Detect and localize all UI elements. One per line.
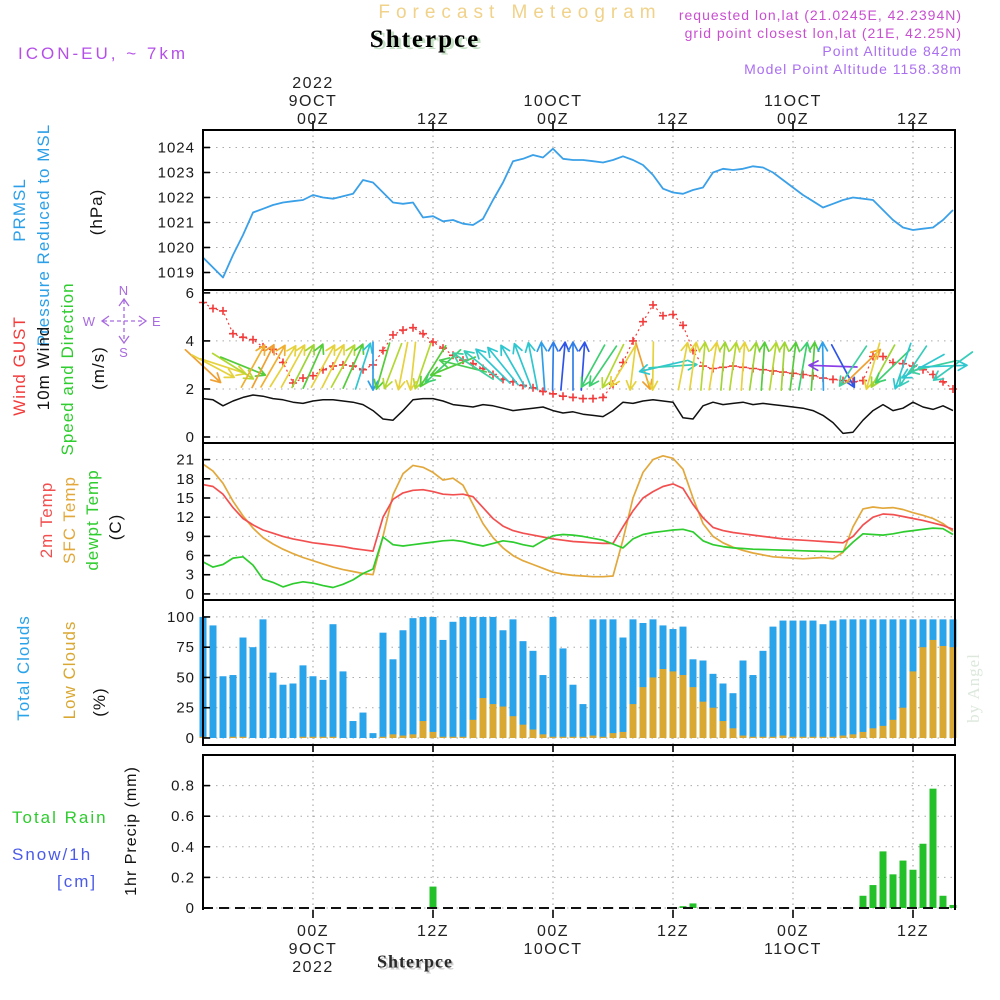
- low-cloud-bar: [650, 677, 657, 738]
- low-cloud-bar: [840, 736, 847, 738]
- low-cloud-bar: [730, 728, 737, 738]
- total-cloud-bar: [330, 624, 337, 738]
- low-cloud-bar: [380, 737, 387, 738]
- total-cloud-bar: [390, 659, 397, 738]
- precip-frame: [203, 755, 955, 910]
- wind-direction-arrow: [568, 342, 577, 390]
- total-cloud-bar: [520, 641, 527, 738]
- y-tick-label: 50: [176, 669, 195, 687]
- ylabel-temp-2: dewpt Temp: [83, 469, 102, 571]
- total-cloud-bar: [780, 621, 787, 738]
- ylabel-clouds-0: Total Clouds: [14, 615, 33, 721]
- low-cloud-bar: [590, 736, 597, 738]
- y-tick-label: 1024: [157, 139, 195, 157]
- time-label-top: 11OCT: [764, 93, 822, 110]
- compass-n: N: [118, 283, 130, 298]
- low-cloud-bar: [940, 646, 947, 738]
- low-cloud-bar: [750, 737, 757, 738]
- total-cloud-bar: [580, 704, 587, 738]
- total-cloud-bar: [370, 733, 377, 738]
- total-cloud-bar: [830, 621, 837, 738]
- wind-direction-arrow: [799, 343, 811, 390]
- total-cloud-bar: [340, 671, 347, 738]
- low-cloud-bar: [300, 737, 307, 738]
- low-cloud-bar: [540, 734, 547, 738]
- low-cloud-bar: [510, 716, 517, 738]
- wind-direction-arrow: [790, 342, 799, 390]
- low-cloud-bar: [740, 736, 747, 738]
- total-cloud-bar: [870, 619, 877, 738]
- ylabel-wind-2: Speed and Direction: [58, 282, 77, 456]
- y-tick-label: 1020: [157, 239, 195, 257]
- total-cloud-bar: [790, 621, 797, 738]
- total-cloud-bar: [620, 638, 627, 738]
- wind-direction-arrow: [919, 361, 967, 370]
- y-tick-label: 18: [176, 470, 195, 488]
- low-cloud-bar: [490, 704, 497, 738]
- compass-s: S: [119, 345, 129, 360]
- time-label-top: 00Z: [776, 111, 810, 128]
- precip-bar: [920, 844, 927, 908]
- low-cloud-bar: [670, 671, 677, 738]
- low-cloud-bar: [880, 726, 887, 738]
- model-label: ICON-EU, ~ 7km: [18, 44, 188, 63]
- wind-direction-arrow: [648, 342, 657, 390]
- ylabel-clouds-1: Low Clouds: [60, 620, 79, 720]
- low-cloud-bar: [310, 737, 317, 738]
- wind-direction-arrow: [200, 359, 246, 376]
- ylabel-precip-1: Snow/1h: [12, 845, 93, 864]
- total-cloud-bar: [250, 647, 257, 738]
- ylabel-pressure-2: (hPa): [87, 188, 106, 236]
- total-cloud-bar: [360, 713, 367, 738]
- time-label-top: 00Z: [296, 111, 330, 128]
- low-cloud-bar: [230, 737, 237, 738]
- precip-bar: [940, 896, 947, 908]
- low-cloud-bar: [240, 737, 247, 738]
- watermark-byline: by Angel: [964, 653, 983, 723]
- station-title: Shterpce: [369, 26, 481, 53]
- time-label-bottom: 11OCT: [764, 941, 822, 958]
- total-cloud-bar: [240, 638, 247, 738]
- low-cloud-bar: [550, 737, 557, 738]
- wind-direction-arrow: [750, 342, 760, 390]
- low-cloud-bar: [520, 725, 527, 738]
- time-label-bottom: 12Z: [416, 923, 450, 940]
- y-tick-label: 100: [166, 608, 195, 626]
- time-label-top: 12Z: [416, 111, 450, 128]
- total-cloud-bar: [560, 648, 567, 738]
- low-cloud-bar: [850, 734, 857, 738]
- time-label-bottom: 12Z: [896, 923, 930, 940]
- page-title: Forecast Meteogram: [378, 2, 662, 23]
- low-cloud-bar: [820, 737, 827, 738]
- low-cloud-bar: [480, 698, 487, 738]
- total-cloud-bar: [460, 617, 467, 738]
- y-tick-label: 1019: [157, 264, 195, 282]
- ylabel-precip-2: [cm]: [57, 872, 98, 891]
- total-cloud-bar: [470, 617, 477, 738]
- total-cloud-bar: [530, 651, 537, 738]
- compass-e: E: [152, 314, 162, 329]
- low-cloud-bar: [460, 737, 467, 738]
- low-cloud-bar: [470, 720, 477, 738]
- total-cloud-bar: [420, 617, 427, 738]
- low-cloud-bar: [800, 737, 807, 738]
- total-cloud-bar: [860, 619, 867, 738]
- low-cloud-bar: [420, 721, 427, 738]
- wind-direction-arrow: [739, 342, 748, 390]
- requested-coords: requested lon,lat (21.0245E, 42.2394N): [678, 7, 962, 23]
- wind-direction-arrow: [192, 355, 234, 378]
- total-cloud-bar: [850, 619, 857, 738]
- low-cloud-bar: [870, 728, 877, 738]
- y-tick-label: 0: [185, 428, 195, 446]
- time-label-bottom: 00Z: [536, 923, 570, 940]
- low-cloud-bar: [690, 687, 697, 738]
- time-label-top: 10OCT: [523, 93, 583, 110]
- y-tick-label: 6: [185, 547, 195, 565]
- low-cloud-bar: [330, 737, 337, 738]
- y-tick-label: 0.2: [171, 869, 195, 887]
- wind-direction-arrow: [627, 342, 636, 390]
- low-cloud-bar: [700, 702, 707, 738]
- y-tick-label: 1022: [157, 189, 195, 207]
- low-cloud-bar: [890, 720, 897, 738]
- y-tick-label: 15: [176, 489, 195, 507]
- wind-direction-arrow: [759, 342, 768, 390]
- wind-direction-arrow: [560, 342, 569, 390]
- total-cloud-bar: [230, 675, 237, 738]
- y-tick-label: 0: [185, 900, 195, 918]
- compass-cross: [103, 300, 145, 342]
- y-tick-label: 0: [185, 729, 195, 747]
- wind-direction-arrow: [770, 342, 780, 390]
- time-label-bottom: 2022: [292, 959, 334, 976]
- y-tick-label: 0.4: [171, 838, 195, 856]
- low-cloud-bar: [630, 704, 637, 738]
- y-tick-label: 1021: [157, 214, 195, 232]
- low-cloud-bar: [570, 737, 577, 738]
- precip-bar: [430, 887, 437, 908]
- total-cloud-bar: [280, 685, 287, 738]
- total-cloud-bar: [610, 619, 617, 738]
- low-cloud-bar: [930, 640, 937, 738]
- total-cloud-bar: [220, 676, 227, 738]
- time-label-bottom: 12Z: [656, 923, 690, 940]
- precip-bar: [880, 851, 887, 908]
- y-tick-label: 0.6: [171, 808, 195, 826]
- total-cloud-bar: [430, 617, 437, 738]
- total-cloud-bar: [750, 675, 757, 738]
- y-tick-label: 4: [185, 332, 195, 350]
- ylabel-pressure-1: Pressure Reduced to MSL: [34, 123, 53, 347]
- total-cloud-bar: [880, 619, 887, 738]
- wind-direction-arrow: [809, 361, 857, 370]
- wind-direction-arrow: [252, 345, 274, 388]
- low-cloud-bar: [320, 737, 327, 738]
- y-tick-label: 0: [185, 585, 195, 603]
- total-cloud-bar: [410, 618, 417, 738]
- y-tick-label: 1023: [157, 164, 195, 182]
- precip-bar: [860, 896, 867, 908]
- low-cloud-bar: [600, 737, 607, 738]
- time-label-bottom: 00Z: [296, 923, 330, 940]
- low-cloud-bar: [530, 730, 537, 738]
- total-cloud-bar: [320, 680, 327, 738]
- wind-direction-arrow: [709, 342, 720, 389]
- total-cloud-bar: [380, 633, 387, 738]
- low-cloud-bar: [770, 737, 777, 738]
- ylabel-wind-3: (m/s): [89, 346, 108, 390]
- model-point-altitude: Model Point Altitude 1158.38m: [744, 61, 962, 77]
- compass-w: W: [82, 314, 96, 329]
- low-cloud-bar: [810, 737, 817, 738]
- total-cloud-bar: [820, 624, 827, 738]
- low-cloud-bar: [910, 671, 917, 738]
- total-cloud-bar: [590, 619, 597, 738]
- y-tick-label: 75: [176, 639, 195, 657]
- precip-bar: [900, 861, 907, 908]
- low-cloud-bar: [900, 708, 907, 738]
- total-cloud-bar: [400, 630, 407, 738]
- low-cloud-bar: [430, 732, 437, 738]
- wind-direction-arrow: [549, 342, 558, 390]
- ylabel-pressure-0: PRMSL: [10, 178, 29, 242]
- wind-direction-arrow: [396, 343, 408, 390]
- total-cloud-bar: [210, 625, 217, 738]
- station-footer: Shterpce: [377, 951, 453, 972]
- low-cloud-bar: [780, 736, 787, 738]
- y-tick-label: 21: [176, 451, 195, 469]
- y-tick-label: 12: [176, 509, 195, 527]
- precip-bar: [930, 789, 937, 908]
- low-cloud-bar: [410, 734, 417, 738]
- low-cloud-bar: [640, 687, 647, 738]
- ylabel-precip-rotated: 1hr Precip (mm): [123, 766, 140, 896]
- total-cloud-bar: [760, 651, 767, 738]
- time-label-top: 12Z: [896, 111, 930, 128]
- ylabel-temp-1: SFC Temp: [60, 476, 79, 564]
- wind-direction-arrow: [537, 342, 546, 390]
- y-tick-label: 25: [176, 699, 195, 717]
- low-cloud-bar: [660, 669, 667, 738]
- ylabel-temp-3: (C): [106, 513, 125, 541]
- time-label-top: 9OCT: [288, 93, 338, 110]
- grid-point-coords: grid point closest lon,lat (21E, 42.25N): [684, 25, 962, 41]
- low-cloud-bar: [680, 675, 687, 738]
- total-cloud-bar: [440, 640, 447, 738]
- wind-direction-arrow: [779, 342, 788, 390]
- low-cloud-bar: [920, 647, 927, 738]
- total-cloud-bar: [800, 621, 807, 738]
- total-cloud-bar: [570, 685, 577, 738]
- total-cloud-bar: [270, 673, 277, 738]
- ylabel-temp-0: 2m Temp: [37, 481, 56, 559]
- y-tick-label: 6: [185, 284, 195, 302]
- total-cloud-bar: [350, 721, 357, 738]
- total-cloud-bar: [300, 665, 307, 738]
- total-cloud-bar: [550, 617, 557, 738]
- point-altitude: Point Altitude 842m: [822, 43, 962, 59]
- total-cloud-bar: [290, 684, 297, 738]
- total-cloud-bar: [450, 622, 457, 738]
- wind-direction-arrow: [526, 343, 538, 390]
- ylabel-wind-1: 10m Wind: [34, 325, 53, 411]
- total-cloud-bar: [260, 619, 267, 738]
- total-cloud-bar: [840, 619, 847, 738]
- low-cloud-bar: [720, 721, 727, 738]
- total-cloud-bar: [810, 621, 817, 738]
- time-label-top: 2022: [292, 75, 334, 92]
- precip-bar: [910, 870, 917, 908]
- precip-bar: [870, 885, 877, 908]
- y-tick-label: 0.8: [171, 777, 195, 795]
- y-tick-label: 2: [185, 380, 195, 398]
- total-cloud-bar: [740, 661, 747, 738]
- low-cloud-bar: [440, 737, 447, 738]
- low-cloud-bar: [400, 736, 407, 738]
- ylabel-clouds-2: (%): [90, 687, 109, 717]
- y-tick-label: 3: [185, 566, 195, 584]
- total-cloud-bar: [600, 619, 607, 738]
- precip-bar: [890, 874, 897, 908]
- low-cloud-bar: [450, 737, 457, 738]
- low-cloud-bar: [860, 732, 867, 738]
- low-cloud-bar: [580, 737, 587, 738]
- low-cloud-bar: [620, 732, 627, 738]
- low-cloud-bar: [790, 737, 797, 738]
- y-tick-label: 9: [185, 528, 195, 546]
- time-label-bottom: 00Z: [776, 923, 810, 940]
- low-cloud-bar: [710, 708, 717, 738]
- time-label-bottom: 9OCT: [288, 941, 338, 958]
- low-cloud-bar: [390, 734, 397, 738]
- ylabel-precip-0: Total Rain: [12, 808, 108, 827]
- low-cloud-bar: [830, 737, 837, 738]
- wind-direction-arrow: [720, 342, 729, 390]
- low-cloud-bar: [500, 707, 507, 738]
- time-label-top: 00Z: [536, 111, 570, 128]
- low-cloud-bar: [560, 737, 567, 738]
- total-cloud-bar: [540, 675, 547, 738]
- low-cloud-bar: [610, 733, 617, 738]
- total-cloud-bar: [770, 627, 777, 738]
- wind-direction-arrow: [322, 345, 344, 388]
- total-cloud-bar: [310, 676, 317, 738]
- time-label-bottom: 10OCT: [523, 941, 583, 958]
- ylabel-wind-0: Wind GUST: [10, 316, 29, 416]
- time-label-top: 12Z: [656, 111, 690, 128]
- low-cloud-bar: [760, 737, 767, 738]
